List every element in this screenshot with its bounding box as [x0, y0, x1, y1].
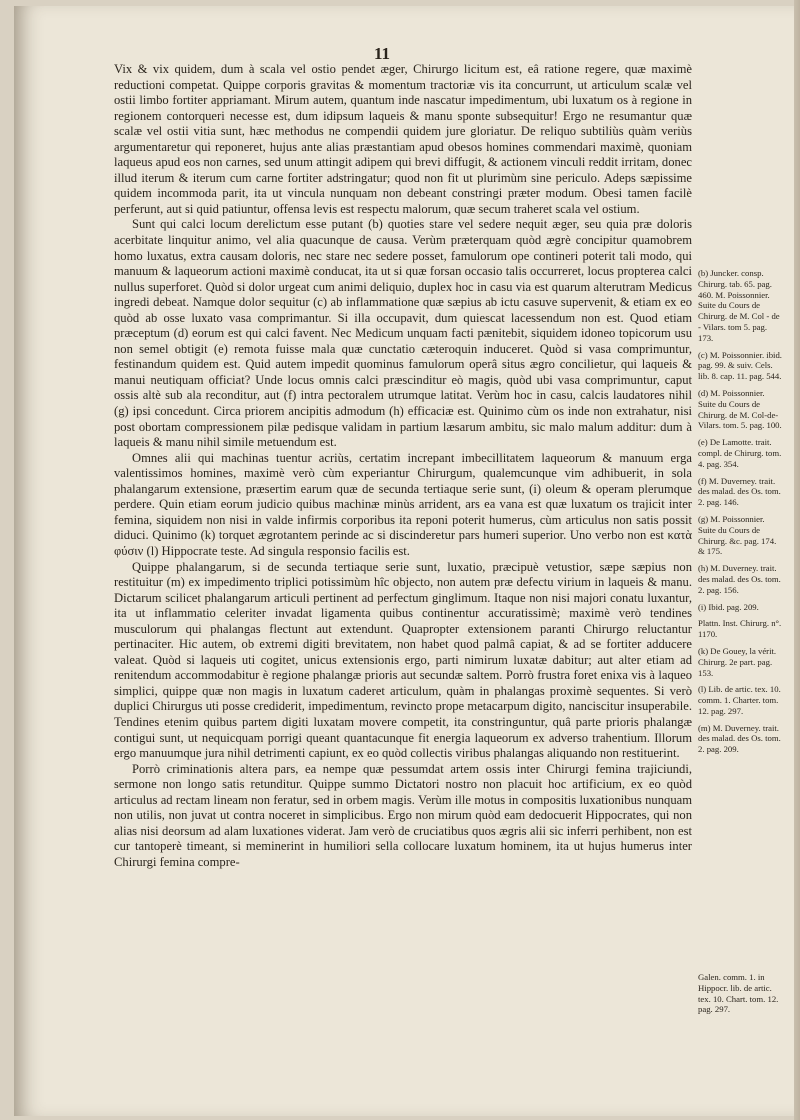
margin-note: (i) Ibid. pag. 209.: [698, 601, 759, 612]
margin-note: (g) M. Poissonnier. Suite du Cours de Chirurg. &c. pag. 174. & 175.: [698, 513, 777, 557]
margin-note: (m) M. Duverney. trait. des malad. des Os. tom. 2. pag. 209.: [698, 722, 781, 755]
margin-note: (h) M. Duverney. trait. des malad. des Os. tom. 2. pag. 156.: [698, 563, 781, 595]
margin-note: (k) De Gouey, la vérit. Chirurg. 2e part. pag. 153.: [698, 645, 777, 678]
book-page: [14, 6, 794, 1116]
paragraph: Quippe phalangarum, si de secunda tertiaque serie sunt, luxatio, præcipuè vetustior, sæpe sæpius non restituitur (m) ex impedimento triplici potissimùm hîc objecto, non autem præ defectu virium in laqueis & manu. Dictarum scilicet phalangarum articuli pertinent ad perfectum ginglimum. Itaque non nisi majori conatu luxantur, ita ut inflammatio celeriter invadat ligamenta quibus continentur accuratissimè; maximè verò tendines musculorum qui phalangas flectunt aut extendunt. Quapropter extensionem paranti Chirurgo reluctantur pertinaciter. Hic autem, ob extremi digiti brevitatem, non habet quod palmâ capiat, & ad se fortiter adducere valeat. Quòd si laqueis uti cogitet, unicus extensionis ergo, parti nimirum luxatæ dabitur; aut alter etiam ad renitendum accommodabitur è regione phalangæ prioris aut secundæ saltem. Porrò frustra foret enixa vis à laqueo simplici, quippe quæ non magis in luxatum caderet articulum, quàm in phalangas proximè sequentes. Si verò duplici Chirurgus uti posse crediderit, impedimentum, revincto prope metacarpum digito, nanciscitur insuperabile. Tendines etenim quibus partem digiti luxatam movere competit, ita constringuntur, quâ parte prioris phalangæ contigui sunt, ut nequicquam porrigi queant quantacunque fit energia laqueorum ex adverso trahentium. Illorum ergo manuumque jura nihil detrimenti capiunt, ex eo quòd collectis viribus phalangas aliquando non restituerint.: [114, 559, 692, 761]
margin-note: Plattn. Inst. Chirurg. n°. 1170.: [698, 618, 782, 640]
page-edge-shadow: [794, 0, 800, 1120]
margin-notes: [698, 268, 784, 761]
main-text-body: [114, 62, 692, 870]
paragraph: Sunt qui calci locum derelictum esse putant (b) quoties stare vel sedere nequit æger, seu quia præ doloris acerbitate linquitur animo, vel alia quacunque de causa. Verùm præterquam quòd ægrè concipitur quamobrem homo luxatus, extra causam doloris, nec stare nec sedere posset, famulorum ope contineri poterit tali modo, qui manuum & laqueorum actioni maximè conducat, ita ut si quæ forsan occasio talis occurreret, locus propterea calci nullus superforet. Quòd si dolor urgeat cum animi deliquio, duplex hoc in casu via est quarum alterutram Medicus ingredi debeat. Namque dolor sequitur (c) ab inflammatione quæ sæpius ab ictu casuve supervenit, & etiam ex eo quòd ab osse luxato vasa comprimantur. Si illa occupavit, dum quiescat lacessendum non est. Quod etiam præceptum (d) eorum est qui calci favent. Nec Medicum unquam facti pænitebit, siquidem idoneo topicorum usu non semel obtigit (e) remota fuisse mala quæ cunctatio cæteroquin induceret. Quòd si vasa comprimuntur, festinandum quidem est. Quid autem impedit quominus famulorum operâ situs ægro concilietur, qui laqueis & manui neutiquam officiat? Unde locus omnis calci præscinditur eò magis, quòd ubi vasa comprimuntur, caput ossis altè sub ala reconditur, aut (f) intra pectoralem utrumque latitat. Verùm hoc in casu, calcis laudatores nihil (g) ipsi concedunt. Circa priorem ancipitis admodum (h) efficaciæ est. Quinimo cùm os inde non extrahatur, nisi post obortam compressionem pilæ pedisque validam in partium læsarum ambitu, sic malo malum additur: dum à laqueis & manu nihil simile metuendum est.: [114, 217, 692, 450]
margin-note: (l) Lib. de artic. tex. 10. comm. 1. Charter. tom. 12. pag. 297.: [698, 684, 781, 716]
margin-note: (c) M. Poissonnier. ibid. pag. 99. & suiv. Cels. lib. 8. cap. 11. pag. 544.: [698, 349, 782, 382]
margin-note: (b) Juncker. consp. Chirurg. tab. 65. pag. 460. M. Poissonnier. Suite du Cours de Chirurg. de M. Col - de - Vilars. tom 5. pag. 173.: [698, 268, 780, 343]
margin-note: (f) M. Duverney. trait. des malad. des Os. tom. 2. pag. 146.: [698, 475, 781, 508]
paragraph: Porrò criminationis altera pars, ea nempe quæ pessumdat artem ossis inter Chirurgi femina trajiciundi, sermone non longo satis retunditur. Quippe summo Dictatori nostro non placuit hoc artificium, ex eo quòd articulus ad rectam lineam non feratur, sed in orbem magis. Verùm ille motus in compositis luxationibus nunquam non utilis, non juvat ut contra noceret in simplicibus. Ergo non mirum quòd eam dedocuerit Hippocrates, qui non alias nisi deorsum ad alam luxationes viderat. Jam verò de cruciatibus quos ægris alii sic inferri perhibent, non est cur tantoperè timeant, si meminerint in humiliori sella collocare luxatum hominem, ita ut hujus humerus inter Chirurgi femina compre-: [114, 761, 692, 869]
paragraph: Vix & vix quidem, dum à scala vel ostio pendet æger, Chirurgo licitum est, eâ ratione regere, quæ maximè reductioni competat. Quippe corporis gravitas & momentum tractoriæ vis ita concurrunt, ut articulum scalæ vel ostii limbo fortiter appriamant. Mirum autem, quantum inde nascatur impedimentum, ubi luxatum os à regione in regionem contorqueri necesse est, dum idipsum laqueis & manu sponte subsequitur! Ergo ne resumantur quæ scalæ vel ostii vitia sunt, hæc methodus ne compendii quidem jure gloriatur. De reliquo subtiliùs quàm veriùs argumentaretur qui reponeret, hujus ante alias præstantiam apud obesos homines commendari maximè, quoniam laqueus apud eos non carnes, sed unum attingit adipem qui brevi diffugit, & actionem vinculi reddit irritam, donec illud iterum & iterum cum carne fortiter adstringatur; quod non fit ut plurimùm sine periculo. Adeps sæpissime quidem incommoda parit, ita ut vincula nunquam non debeant constringi præter modum. Obesi tamen facilè perferunt, aut si quid patiuntur, offensa levis est respectu malorum, quæ secum traheret scala vel ostium.: [114, 62, 692, 216]
margin-note-bottom: Galen. comm. 1. in Hippocr. lib. de artic. tex. 10. Chart. tom. 12. pag. 297.: [698, 972, 779, 1015]
page-number: 11: [374, 44, 391, 63]
margin-note: (d) M. Poissonnier. Suite du Cours de Chirurg. de M. Col-de-Vilars. tom. 5. pag. 100.: [698, 387, 782, 431]
paragraph: Omnes alii qui machinas tuentur acriùs, certatim increpant imbecillitatem laqueorum & manuum erga valentissimos homines, maximè verò cùm experiantur Chirurgum, qualemcunque vim adhibuerit, in sola phalangarum extensione, præsertim earum quæ de secunda tertiaque serie sunt, (i) oleum & operam plerumque perdere. Quin etiam eorum judicio quibus machinæ minùs arrident, ars ea vana est quæ luxatum os trajicit inter femina, siquidem non nisi in valde infirmis corporibus ita reponi poterit humerus, cùm articulus non satis possit diduci. Quinimo (k) torquet ægrotantem perinde ac si discinderetur pars humeri superior. Uno verbo non est κατὰ φύσιν (l) Hippocrate teste. Ad singula responsio facilis est.: [114, 450, 692, 558]
margin-note: (e) De Lamotte. trait. compl. de Chirurg. tom. 4. pag. 354.: [698, 437, 782, 469]
